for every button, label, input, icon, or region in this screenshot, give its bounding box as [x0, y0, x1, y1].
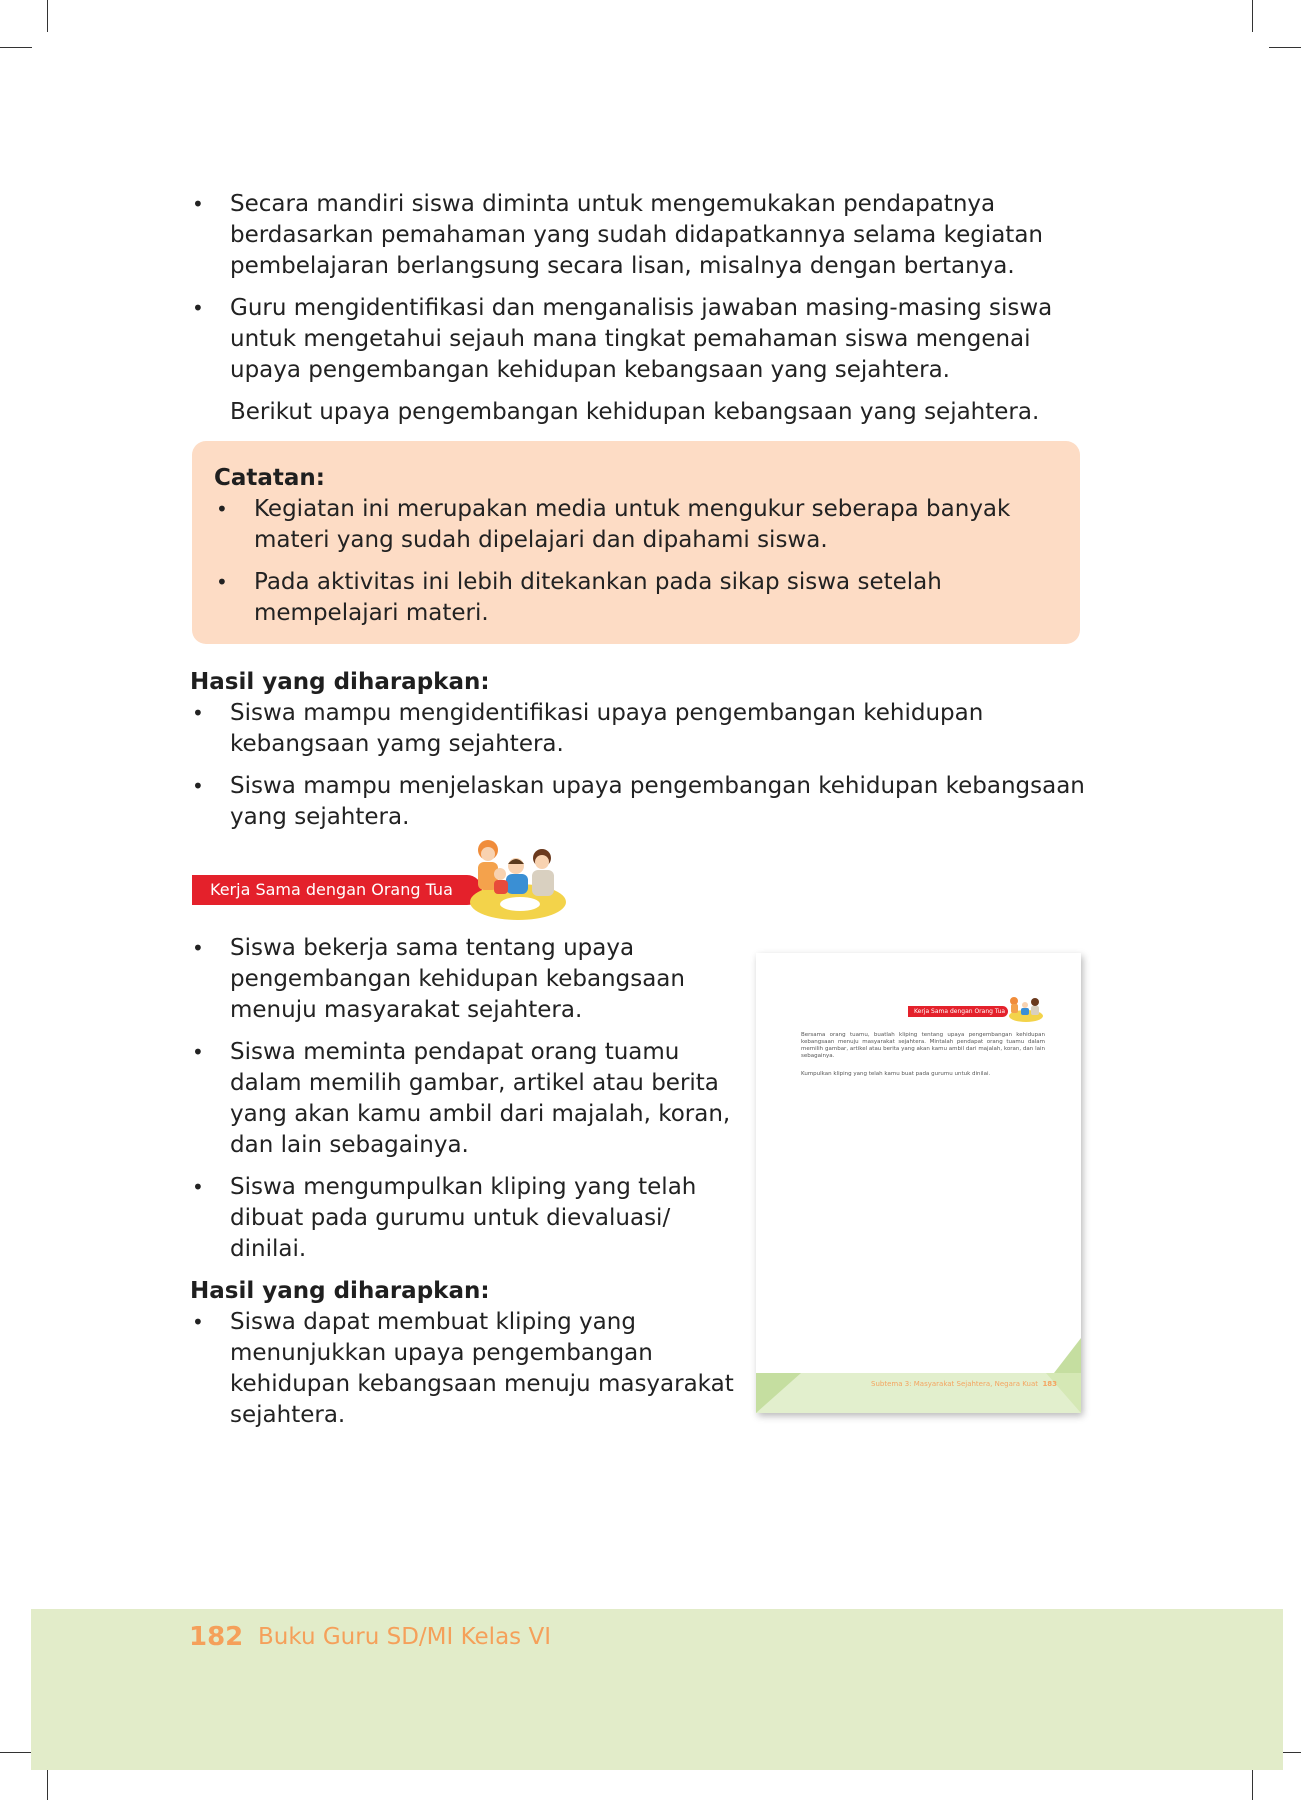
- list-item: • Siswa bekerja sama tentang upaya pengembangan kehidupan kebangsaan menuju masyarakat sejahtera.: [190, 933, 750, 1026]
- crop-mark: [1252, 0, 1253, 32]
- expected-results-heading: Hasil yang diharapkan:: [190, 1278, 490, 1304]
- family-illustration: [458, 836, 566, 922]
- thumbnail-paragraph: Bersama orang tuamu, buatlah kliping tentang upaya pengembangan kehidupan kebangsaan menuju masyarakat sejahtera. Mintalah pendapat orang tuamu dalam memilih gambar, artikel atau berita yang akan kamu ambil dari majalah, koran, dan lain sebagainya.: [801, 1032, 1045, 1059]
- activity-banner: Kerja Sama dengan Orang Tua: [192, 875, 482, 905]
- expected-results-list: [190, 1307, 750, 1431]
- note-title: Catatan:: [214, 465, 326, 491]
- crop-mark: [47, 0, 48, 32]
- crop-mark: [1269, 47, 1301, 48]
- assessment-list: [190, 189, 1090, 386]
- assessment-section: [190, 189, 1090, 428]
- crop-mark: [47, 1768, 48, 1800]
- thumbnail-paragraph: Kumpulkan kliping yang telah kamu buat pada gurumu untuk dinilai.: [801, 1071, 991, 1077]
- expected-results-heading: Hasil yang diharapkan:: [190, 669, 490, 695]
- book-title: Buku Guru SD/MI Kelas VI: [258, 1624, 551, 1650]
- list-item: • Siswa mampu mengidentifikasi upaya pengembangan kehidupan kebangsaan yamg sejahtera.: [190, 698, 1090, 760]
- thumbnail-footer-text: [871, 1380, 1057, 1388]
- crop-mark: [0, 47, 32, 48]
- expected-results-list: [190, 698, 1090, 833]
- crop-mark: [0, 1752, 32, 1753]
- student-book-thumbnail: [756, 953, 1081, 1413]
- collaboration-section: [190, 933, 750, 1442]
- expected-results-section: [190, 667, 1090, 844]
- list-item: • Guru mengidentifikasi dan menganalisis jawaban masing-masing siswa untuk mengetahui sejauh mana tingkat pemahaman siswa mengenai upaya pengembangan kehidupan kebangsaan yang sejahtera.: [190, 293, 1090, 386]
- list-item: • Secara mandiri siswa diminta untuk mengemukakan pendapatnya berdasarkan pemahaman yang sudah didapatkannya selama kegiatan pembelajaran berlangsung secara lisan, misalnya dengan bertanya.: [190, 189, 1090, 282]
- thumbnail-footer-title: Subtema 3: Masyarakat Sejahtera, Negara Kuat: [871, 1380, 1038, 1388]
- thumbnail-corner-decoration: [756, 953, 1081, 1413]
- thumbnail-page-number: 183: [1042, 1380, 1058, 1388]
- list-item: • Siswa mengumpulkan kliping yang telah dibuat pada gurumu untuk dievaluasi/ dinilai.: [190, 1172, 750, 1265]
- note-box: [192, 441, 1080, 644]
- list-item: • Siswa mampu menjelaskan upaya pengembangan kehidupan kebangsaan yang sejahtera.: [190, 771, 1090, 833]
- thumbnail-banner: Kerja Sama dengan Orang Tua: [908, 1006, 1008, 1017]
- list-item: • Siswa dapat membuat kliping yang menunjukkan upaya pengembangan kehidupan kebangsaan menuju masyarakat sejahtera.: [190, 1307, 750, 1431]
- note-list: [214, 494, 1064, 629]
- follow-text: Berikut upaya pengembangan kehidupan kebangsaan yang sejahtera.: [230, 399, 1040, 425]
- collaboration-list: [190, 933, 750, 1265]
- list-item: • Kegiatan ini merupakan media untuk mengukur seberapa banyak materi yang sudah dipelajari dan dipahami siswa.: [214, 494, 1064, 556]
- list-item: • Siswa meminta pendapat orang tuamu dalam memilih gambar, artikel atau berita yang akan kamu ambil dari majalah, koran, dan lain sebagainya.: [190, 1037, 750, 1161]
- crop-mark: [1252, 1768, 1253, 1800]
- page-number: 182: [189, 1622, 244, 1652]
- list-item: • Pada aktivitas ini lebih ditekankan pada sikap siswa setelah mempelajari materi.: [214, 567, 1064, 629]
